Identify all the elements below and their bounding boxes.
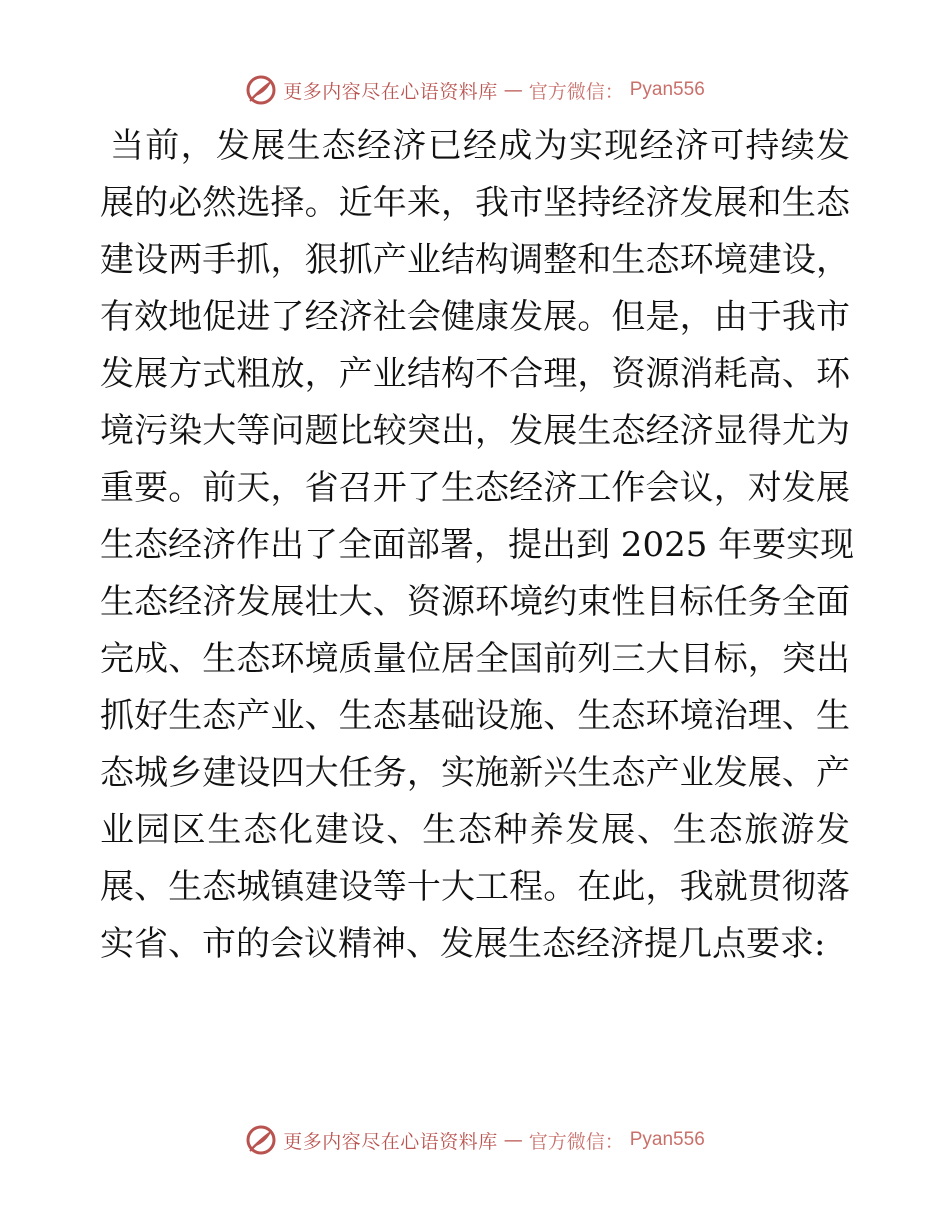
paragraph-line: 建设两手抓，狠抓产业结构调整和生态环境建设，: [100, 240, 850, 280]
paragraph-line: 展的必然选择。近年来，我市坚持经济发展和生态: [100, 183, 850, 223]
watermark-site-text: 更多内容尽在心语资料库: [283, 1130, 498, 1153]
paragraph-line: 境污染大等问题比较突出，发展生态经济显得尤为: [100, 411, 850, 451]
header-watermark: [0, 70, 950, 110]
paragraph-line: 重要。前天，省召开了生态经济工作会议，对发展: [100, 468, 850, 508]
paragraph-line: 抓好生态产业、生态基础设施、生态环境治理、生: [100, 696, 850, 736]
paragraph-line: 展、生态城镇建设等十大工程。在此，我就贯彻落: [100, 867, 850, 907]
paragraph-line: 生态经济发展壮大、资源环境约束性目标任务全面: [100, 582, 850, 622]
watermark-separator: —: [503, 79, 523, 101]
paragraph-line: 有效地促进了经济社会健康发展。但是，由于我市: [100, 297, 850, 337]
watermark-wechat-id: Pyan556: [629, 1129, 705, 1150]
watermark-wechat-label: 官方微信：: [528, 1130, 624, 1153]
paragraph-line: 实省、市的会议精神、发展生态经济提几点要求:: [100, 924, 826, 964]
paragraph-line: 完成、生态环境质量位居全国前列三大目标，突出: [100, 639, 850, 679]
paragraph-line: 当前，发展生态经济已经成为实现经济可持续发: [110, 126, 850, 166]
watermark-site-text: 更多内容尽在心语资料库: [283, 80, 498, 103]
feather-pen-logo-icon: [245, 74, 277, 106]
paragraph-line: 态城乡建设四大任务，实施新兴生态产业发展、产: [100, 753, 850, 793]
paragraph-line: 生态经济作出了全面部署，提出到 2025 年要实现: [100, 525, 855, 565]
body-text: [100, 118, 855, 973]
watermark-wechat-label: 官方微信：: [528, 80, 624, 103]
watermark-wechat-id: Pyan556: [629, 79, 705, 100]
footer-watermark: [0, 1120, 950, 1160]
paragraph-line: 发展方式粗放，产业结构不合理，资源消耗高、环: [100, 354, 850, 394]
watermark-separator: —: [503, 1129, 523, 1151]
paragraph-line: 业园区生态化建设、生态种养发展、生态旅游发: [100, 810, 850, 850]
feather-pen-logo-icon: [245, 1124, 277, 1156]
